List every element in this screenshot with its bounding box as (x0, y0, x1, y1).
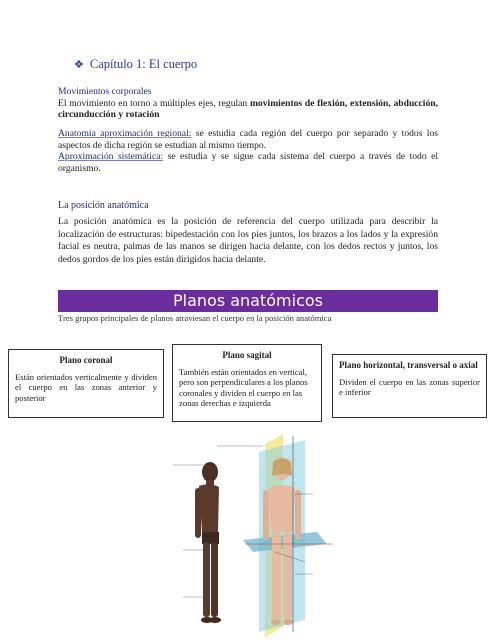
chapter-heading (74, 57, 197, 72)
aprox-sistematica-text: se estudia y se sigue cada sistema del cuerpo a través de todo el organismo. (58, 151, 438, 174)
planos-intro: Tres grupos principales de planos atraviesan el cuerpo en la posición anatómica (58, 313, 332, 323)
posicion-text: La posición anatómica es la posición de referencia del cuerpo utilizada para describir la localización de estructuras: bipedestación con los pies juntos, los brazos a los lados y la expresión facial es neutra, palmas de las manos se dirigen hacia delante, con los dedos rectos y juntos, los dedos gordos de los pies están dirigidos hacia delante. (58, 216, 438, 265)
anatomia-regional-text: se estudia cada región del cuerpo por separado y todos los aspectos de dicha región se estudian al mismo tiempo. (58, 128, 438, 151)
movimientos-text-plain: El movimiento en torno a múltiples ejes, regulan (58, 97, 250, 109)
anatomical-planes-figure (155, 432, 340, 637)
horizontal-box (332, 354, 487, 418)
movimientos-section (58, 86, 438, 121)
anatomia-regional-label: Anatomía aproximación regional: (58, 128, 192, 139)
horizontal-title: Plano horizontal, transversal o axial (339, 360, 478, 370)
movimientos-text-bold: movimientos de flexión, extensión, abducción, circunducción y rotación (58, 97, 438, 121)
aprox-sistematica-paragraph (58, 151, 438, 174)
sagital-title: Plano sagital (222, 350, 272, 360)
coronal-text: Están orientados verticalmente y dividen el cuerpo en las zonas anterior y posterior (15, 371, 157, 403)
aprox-sistematica-label: Aproximación sistemática: (58, 151, 164, 162)
posicion-heading: La posición anatómica (58, 200, 149, 211)
movimientos-heading: Movimientos corporales (58, 86, 152, 97)
sagital-box (172, 344, 322, 422)
lateral-view-figure (195, 462, 221, 623)
horizontal-text: Dividen el cuerpo en las zonas superior e inferior (339, 376, 480, 398)
chapter-title: Capítulo 1: El cuerpo (89, 57, 198, 71)
sagital-text: También están orientados en vertical, pero son perpendiculares a los planos coronales y dividen el cuerpo en las zonas derechas e izquierda (179, 366, 308, 409)
movimientos-text (58, 98, 438, 121)
planos-banner: Planos anatómicos (58, 290, 438, 312)
diamond-bullet-icon: ❖ (74, 58, 84, 71)
coronal-box (8, 349, 164, 418)
anatomia-regional-paragraph (58, 128, 438, 151)
coronal-title: Plano coronal (59, 355, 113, 365)
anatomical-planes-illustration (155, 432, 340, 637)
